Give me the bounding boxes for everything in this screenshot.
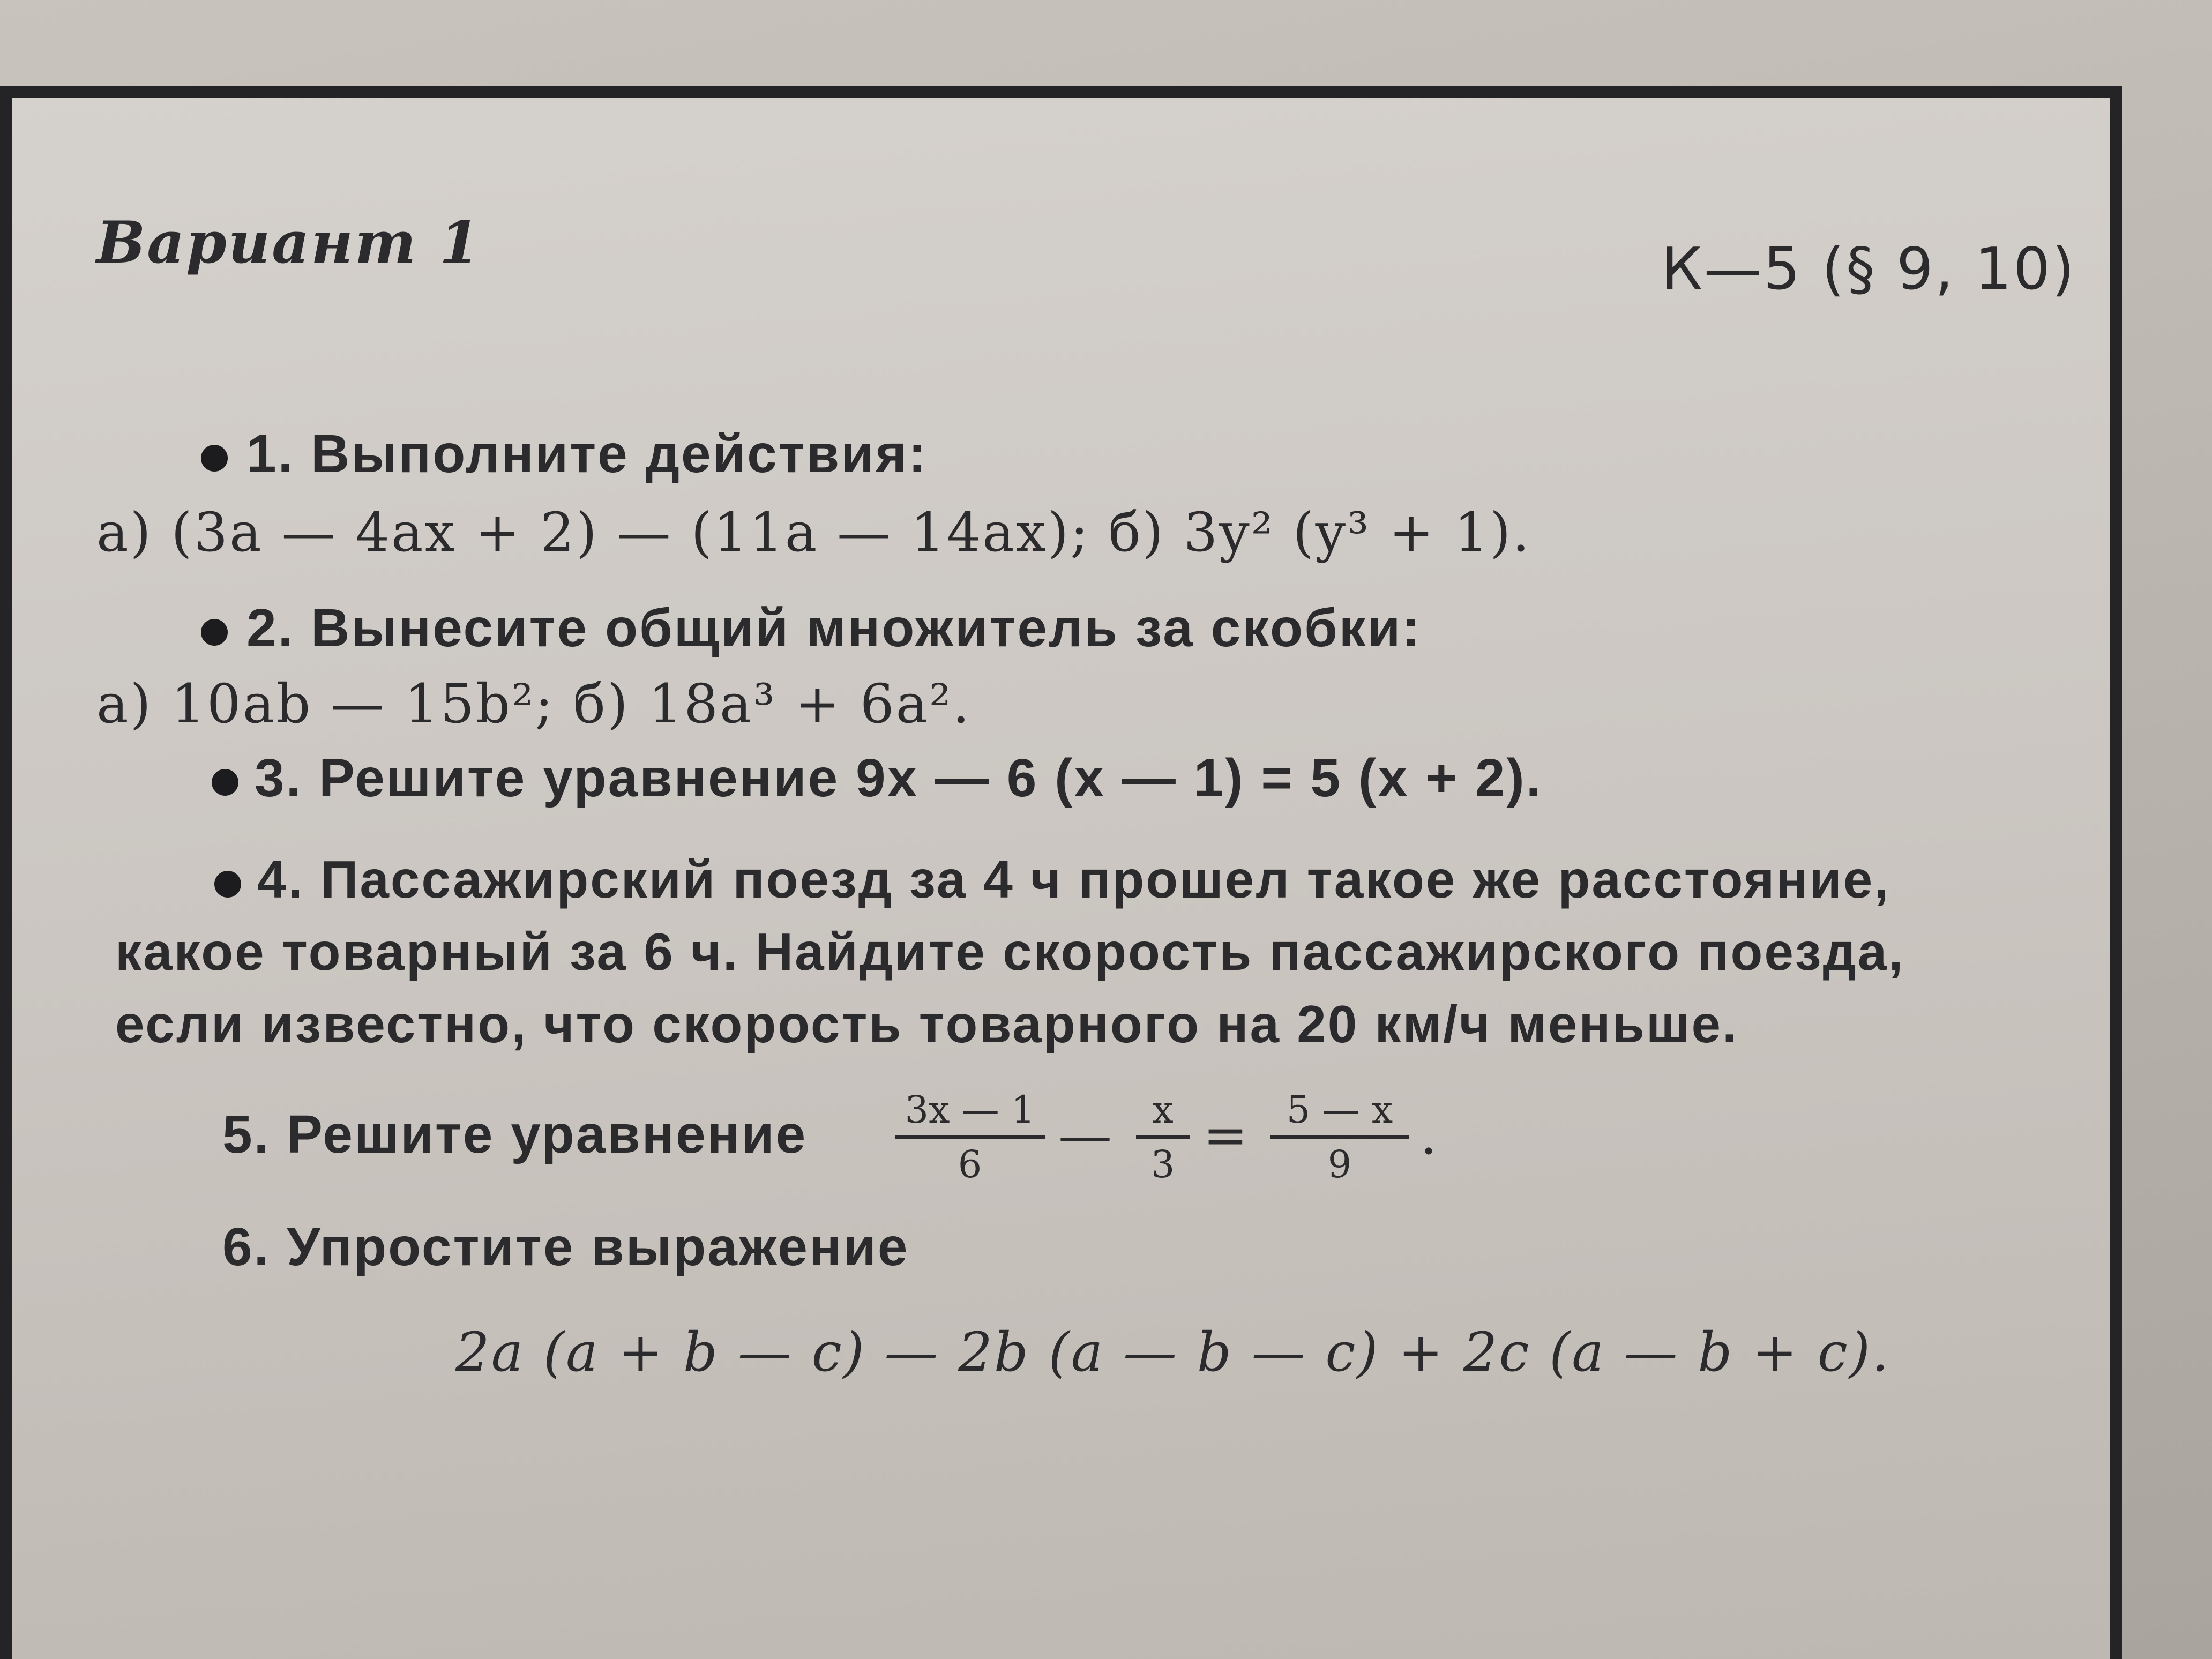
task1-expressions: а) (3a — 4ax + 2) — (11a — 14ax); б) 3y² (y³ + 1). bbox=[96, 501, 1531, 564]
fraction-2 bbox=[1136, 1088, 1190, 1186]
test-code: К—5 (§ 9, 10) bbox=[1661, 236, 2076, 303]
task2-bullet bbox=[201, 619, 228, 646]
fraction-1-numerator: 3x — 1 bbox=[905, 1088, 1035, 1132]
task6-expression: 2a (a + b — c) — 2b (a — b — c) + 2c (a — b + c). bbox=[455, 1321, 1890, 1384]
fraction-1 bbox=[895, 1088, 1045, 1186]
fraction-3 bbox=[1270, 1088, 1409, 1186]
period: . bbox=[1420, 1104, 1437, 1167]
minus-sign: — bbox=[1058, 1104, 1112, 1167]
fraction-3-denominator: 9 bbox=[1327, 1142, 1352, 1186]
task4-line2: какое товарный за 6 ч. Найдите скорость пассажирского поезда, bbox=[115, 922, 1905, 981]
fraction-2-bar bbox=[1136, 1135, 1190, 1139]
fraction-3-bar bbox=[1270, 1135, 1409, 1139]
equals-sign: = bbox=[1203, 1104, 1248, 1167]
task4-bullet bbox=[214, 871, 241, 898]
task4-line1: 4. Пассажирский поезд за 4 ч прошел такое же расстояние, bbox=[257, 850, 1890, 909]
fraction-2-denominator: 3 bbox=[1150, 1142, 1175, 1186]
task2-expressions: а) 10ab — 15b²; б) 18a³ + 6a². bbox=[96, 672, 972, 735]
task3-text: 3. Решите уравнение 9x — 6 (x — 1) = 5 (x + 2). bbox=[255, 748, 1543, 808]
task4-line3: если известно, что скорость товарного на 20 км/ч меньше. bbox=[115, 995, 1739, 1053]
fraction-1-denominator: 6 bbox=[958, 1142, 982, 1186]
task3-bullet bbox=[212, 769, 238, 796]
variant-title: Вариант 1 bbox=[96, 209, 482, 276]
fraction-1-bar bbox=[895, 1135, 1045, 1139]
task1-bullet bbox=[201, 445, 228, 472]
task2-title: 2. Вынесите общий множитель за скобки: bbox=[246, 598, 1422, 658]
fraction-3-numerator: 5 — x bbox=[1286, 1088, 1393, 1132]
task1-title: 1. Выполните действия: bbox=[246, 424, 928, 484]
task5-title: 5. Решите уравнение bbox=[222, 1104, 808, 1164]
task6-title: 6. Упростите выражение bbox=[222, 1217, 909, 1277]
fraction-2-numerator: x bbox=[1152, 1088, 1174, 1132]
